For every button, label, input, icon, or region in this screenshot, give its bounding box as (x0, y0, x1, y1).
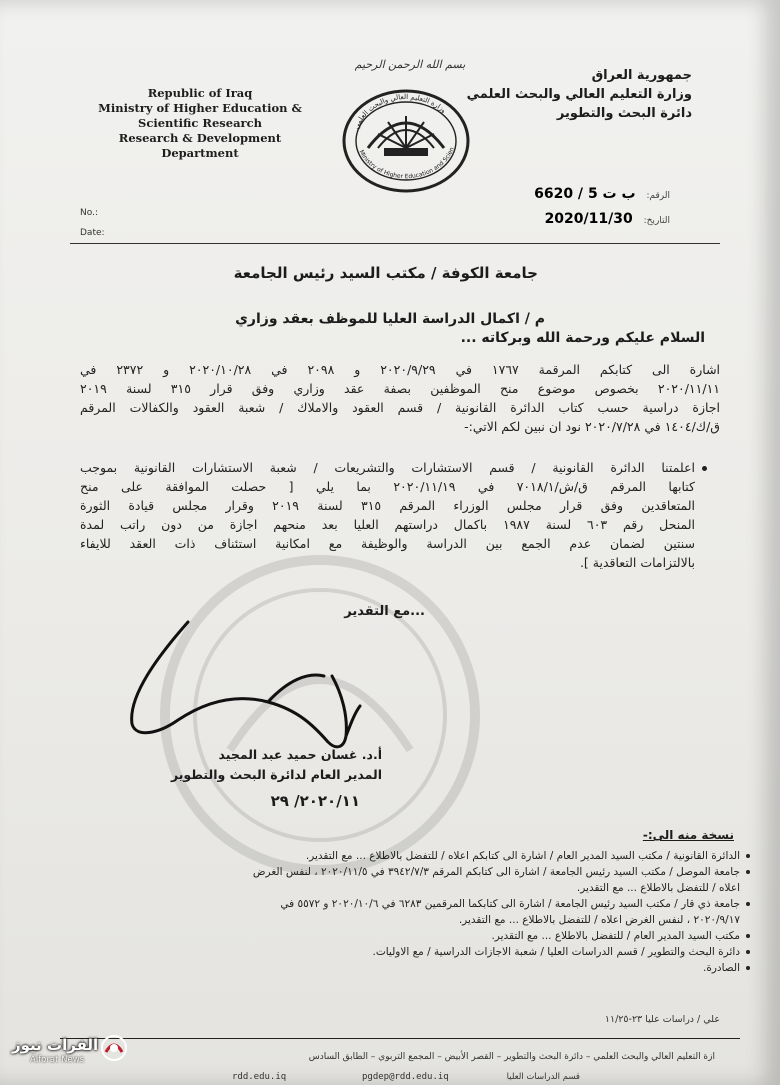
footer-email-link[interactable]: pgdep@rdd.edu.iq (362, 1072, 449, 1082)
news-logo-icon (100, 1034, 128, 1062)
footer-sub: قسم الدراسات العليا (506, 1072, 580, 1082)
letter-subject: م / اكمال الدراسة العليا للموظف بعقد وزاري (235, 311, 545, 327)
copy-item: جامعة ذي قار / مكتب السيد رئيس الجامعة / اشارة الى كتابكما المرقمين ٦٢٨٣ في ٢٠٢٠/١٠/٦ و ٥٥٧٢ في (60, 896, 740, 912)
bullet-line: اعلمتنا الدائرة القانونية / قسم الاستشارات والتشريعات / شعبة الاستشارات القانونية بموجب (80, 460, 695, 475)
copies-header: نسخة منه الى:- (642, 828, 734, 842)
copy-item: ٢٠٢٠/٩/١٧ ، لنفس الغرض اعلاه / للتفضل بالاطلاع ... مع التقدير. (458, 914, 740, 926)
copy-bullet (746, 950, 750, 954)
copy-bullet (746, 902, 750, 906)
system-reference: علي / دراسات عليا ٢٣-١١/٢٥ (604, 1014, 720, 1025)
date-value: 2020/11/30 (544, 211, 633, 227)
ministry-seal-icon (340, 86, 472, 196)
copy-bullet (746, 870, 750, 874)
news-logo-subtext: Alforat News (30, 1055, 85, 1065)
body-line: اشارة الى كتابكم المرقمة ١٧٦٧ في ٢٠٢٠/٩/٢٩ و ٢٠٩٨ في ٢٠٢٠/١٠/٢٨ و ٢٣٧٢ في (80, 362, 721, 377)
header-arabic (462, 66, 692, 123)
reference-label: الرقم: (646, 191, 670, 201)
signatory-title: المدير العام لدائرة البحث والتطوير (170, 767, 382, 782)
footer-divider (60, 1038, 740, 1039)
header-en-line: Research & Development (118, 131, 282, 145)
copy-item: الصادرة. (60, 960, 740, 976)
reference-date (470, 211, 670, 227)
bullet-line: كتابها المرقم ق/ش/٧٠١٨/١ في ٢٠٢٠/١١/١٩ بما يلي [ حصلت الموافقة على منح (80, 479, 695, 494)
bullet-marker (702, 466, 707, 471)
body-line: ق/ك/١٤٠٤ في ٢٠٢٠/٧/٢٨ نود ان نبين لكم الاتي:- (464, 419, 720, 434)
header-english (80, 86, 320, 161)
letter-closing: ...مع التقدير (344, 604, 425, 619)
header-en-line: Republic of Iraq (147, 86, 253, 100)
body-line: اجازة دراسية حسب كتاب الدائرة القانونية / قسم العقود والاملاك / شعبة العقود والكفالات المرقم (80, 400, 720, 415)
seal-text-en: Ministry of Higher Education and Scien (357, 146, 456, 181)
header-en-line: Ministry of Higher Education & (98, 101, 302, 115)
copy-item: الدائرة القانونية / مكتب السيد المدير العام / اشارة الى كتابكم اعلاه / للتفضل بالاطلاع ... مع التقدير. (60, 848, 740, 864)
date-label-ar: التاريخ: (643, 216, 670, 226)
header-ar-line: جمهورية العراق (591, 68, 692, 83)
copy-bullet (746, 854, 750, 858)
letter-greeting: السلام عليكم ورحمة الله وبركاته ... (460, 330, 705, 346)
bullet-line: بالالتزامات التعاقدية ]. (579, 555, 695, 570)
date-label: Date: (80, 228, 105, 238)
body-line: ٢٠٢٠/١١/١١ بخصوص موضوع منح الموظفين بصفة عقد وزاري وفق قرار ٣١٥ لسنة ٢٠١٩ (80, 381, 720, 396)
copy-bullet (746, 934, 750, 938)
copy-item: دائرة البحث والتطوير / قسم الدراسات العليا / شعبة الاجازات الدراسية / مع الاوليات. (60, 944, 740, 960)
reference-value: ب ت 5 / 6620 (534, 186, 636, 202)
header-ar-line: دائرة البحث والتطوير (556, 106, 692, 121)
basmala: بسم الله الرحمن الرحيم (354, 58, 466, 71)
header-en-line: Scientific Research (138, 116, 262, 130)
reference-number (470, 186, 670, 202)
header-en-line: Department (161, 146, 239, 160)
copy-item: مكتب السيد المدير العام / للتفضل بالاطلاع ... مع التقدير. (60, 928, 740, 944)
copy-item: اعلاه / للتفضل بالاطلاع ... مع التقدير. (576, 882, 740, 894)
bullet-line: المتعاقدين وفق قرار مجلس الوزراء المرقم ٣١٥ لسنة ٢٠١٩ وقرار مجلس قيادة الثورة (80, 498, 695, 513)
signatory-name: أ.د. غسان حميد عبد المجيد (218, 747, 382, 762)
seal-text-ar: وزارة التعليم العالي والبحث العلمي (352, 92, 448, 131)
sign-date: ٢٠٢٠/١١/ ٢٩ (270, 792, 360, 810)
letter-body (80, 360, 720, 436)
letter-bullet (80, 458, 695, 572)
copy-item: جامعة الموصل / مكتب السيد رئيس الجامعة / اشارة الى كتابكم المرقم ٣٩٤٢/٧/٣ في ٢٠٢٠/١١/٥ ، لنفس الغرض (60, 864, 740, 880)
footer-address: ازة التعليم العالي والبحث العلمي – دائرة البحث والتطوير – القصر الأبيض – المجمع التربوي – الطابق السادس (308, 1052, 715, 1062)
news-logo-text: الفرات نيوز (12, 1036, 99, 1054)
bullet-line: سنتين لضمان عدم الجمع بين الدراسة والوظيفة مع امكانية استئناف ذات العقد للايفاء (80, 536, 695, 551)
copy-bullet (746, 966, 750, 970)
footer-website-link[interactable]: rdd.edu.iq (232, 1072, 287, 1082)
bullet-line: المنحل رقم ٦٠٣ لسنة ١٩٨٧ باكمال دراستهم العليا بعد منحهم اجازة من دون راتب لمدة (80, 517, 695, 532)
copies-list (60, 848, 740, 976)
header-ar-line: وزارة التعليم العالي والبحث العلمي (466, 87, 692, 102)
no-label: No.: (80, 208, 98, 218)
header-divider (70, 243, 720, 244)
letter-recipient: جامعة الكوفة / مكتب السيد رئيس الجامعة (233, 264, 538, 282)
